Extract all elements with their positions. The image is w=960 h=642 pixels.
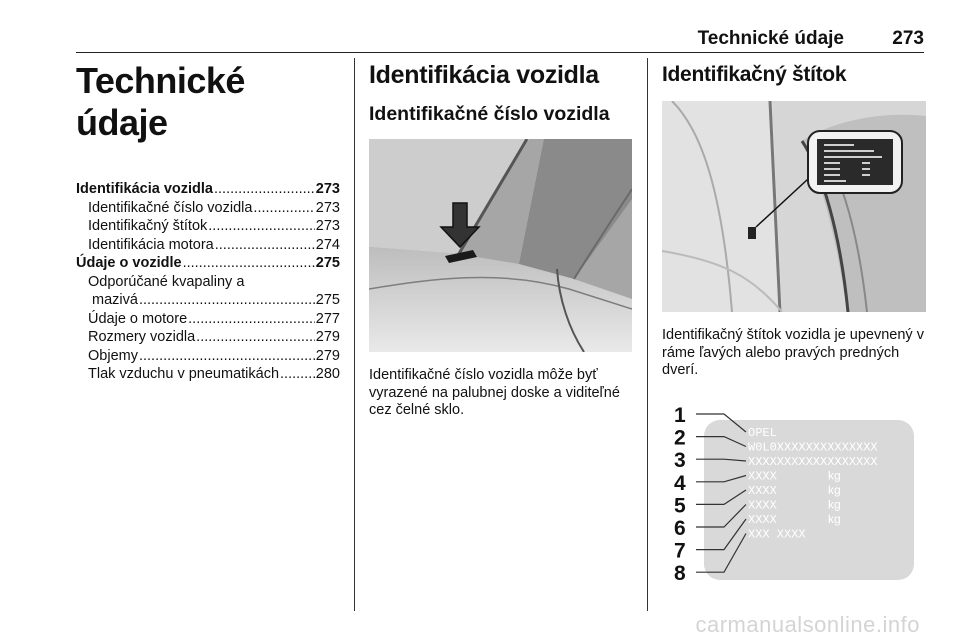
door-frame-illustration [662,101,926,312]
plate-diagram [662,390,926,584]
plate-diagram-svg [662,390,926,584]
toc-leader-dots [208,217,315,236]
running-header [76,26,924,53]
toc-entry[interactable] [76,365,340,384]
plate-text-line: XXXXXXXXXXXXXXXXXX [748,455,878,469]
toc-entry-title: Údaje o motore [88,310,188,327]
toc-entry-page: 279 [315,347,340,364]
toc-entry[interactable] [76,180,340,199]
plate-title: Identifikačný štítok [662,63,847,86]
plate-description: Identifikačný štítok vozidla je upevnený v ráme ľavých alebo pravých predných dverí. [662,327,924,378]
toc-entry-title: Identifikačný štítok [88,218,208,234]
vin-description: Identifikačné číslo vozidla môže byť vyrazené na palubnej doske a viditeľné cez čelné sklo. [369,367,620,418]
toc-entry[interactable] [76,291,340,310]
plate-text-line: OPEL [748,426,777,440]
watermark: carmanualsonline.info [695,612,920,637]
column-divider-2 [647,58,648,611]
plate-unit-label: kg [828,483,841,497]
plate-unit-label: kg [828,512,841,526]
callout-number: 4 [674,471,686,495]
callout-number: 7 [674,539,686,563]
callout-number: 1 [674,404,686,427]
toc-leader-dots [280,365,315,384]
toc-entry[interactable] [76,217,340,236]
toc-entry[interactable] [76,254,340,273]
callout-number: 6 [674,517,686,540]
plate-text-line: XXXX [748,513,777,527]
plate-text-line: XXXX [748,469,777,484]
table-of-contents [76,180,340,384]
plate-column [662,60,926,90]
toc-entry-page: 273 [315,218,340,234]
vin-title: Identifikačné číslo vozidla [369,103,610,125]
toc-leader-dots [188,310,315,329]
toc-entry-page: 273 [315,181,340,197]
toc-column [76,60,340,384]
door-frame-photo [662,101,926,312]
callout-number: 3 [674,449,686,473]
toc-entry-page: 273 [315,199,340,216]
plate-text-line: XXX XXXX [748,527,806,542]
toc-entry-page: 277 [315,310,340,327]
toc-leader-dots [214,180,315,199]
running-header-title: Technické údaje [697,28,844,49]
toc-entry[interactable] [76,236,340,255]
toc-leader-dots [253,199,314,218]
toc-entry-page: 275 [315,292,340,308]
vin-location-photo [369,139,632,352]
callout-number: 8 [674,562,686,584]
toc-entry-title: Objemy [88,347,138,364]
toc-entry[interactable] [76,273,340,292]
toc-entry[interactable] [76,310,340,329]
column-divider-1 [354,58,355,611]
toc-entry[interactable] [76,347,340,366]
plate-unit-label: kg [828,468,841,483]
toc-entry-title: mazivá [92,292,138,308]
toc-leader-dots [183,254,315,273]
toc-entry-page: 274 [315,236,340,253]
callout-number: 5 [674,494,686,518]
toc-entry-page: 280 [315,366,340,382]
toc-entry-title: Identifikačné číslo vozidla [88,199,253,216]
toc-entry[interactable] [76,199,340,218]
toc-entry-title: Údaje o vozidle [76,255,182,271]
chapter-title: Technické údaje [76,60,245,143]
plate-unit-label: kg [828,497,841,512]
plate-text-line: W0L0XXXXXXXXXXXXXX [748,440,878,455]
toc-entry-title: Odporúčané kvapaliny a [88,273,245,290]
toc-leader-dots [139,347,315,366]
toc-leader-dots [196,328,315,347]
plate-text-line: XXXX [748,498,777,513]
toc-leader-dots [139,291,315,310]
toc-entry-title: Identifikácia motora [88,236,214,253]
toc-entry-title: Rozmery vozidla [88,329,196,345]
windshield-illustration [369,139,632,352]
toc-entry-title: Identifikácia vozidla [76,181,213,197]
vin-column [369,60,633,126]
toc-leader-dots [215,236,315,255]
plate-text-line: XXXX [748,484,777,498]
toc-entry-title: Tlak vzduchu v pneumatikách [88,366,280,382]
toc-entry-page: 275 [315,255,340,271]
page-number: 273 [892,28,924,49]
toc-entry[interactable] [76,328,340,347]
section-title: Identifikácia vozidla [369,61,599,89]
callout-number: 2 [674,426,686,450]
toc-entry-page: 279 [315,329,340,345]
